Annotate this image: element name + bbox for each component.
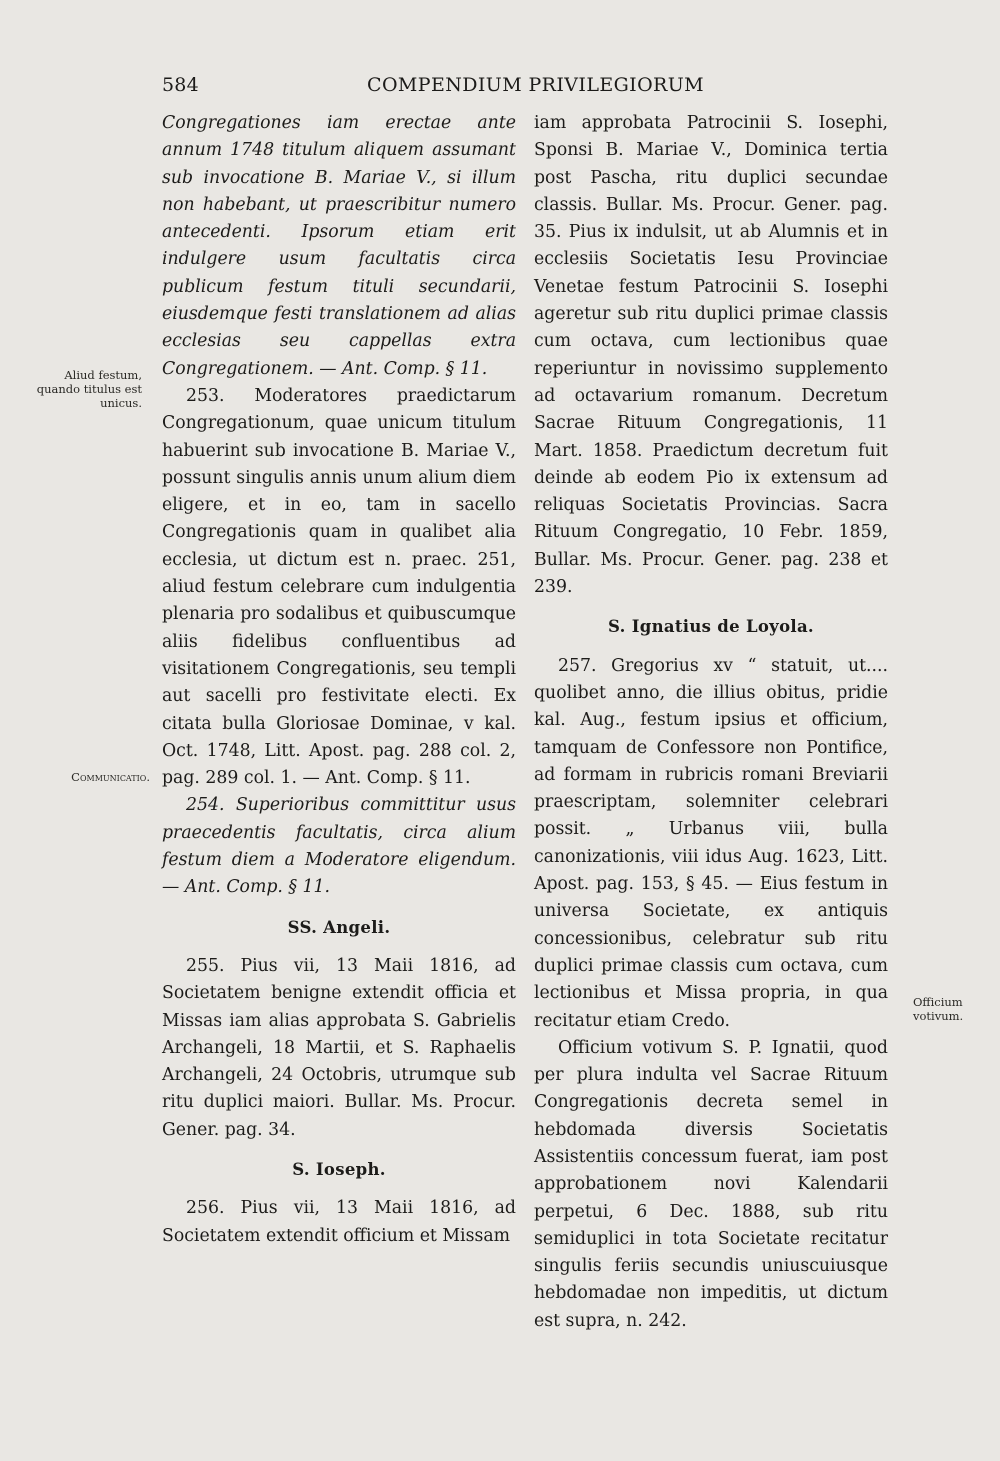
paragraph-officium-votivum: Officium votivum S. P. Ignatii, quod per plura indulta vel Sacrae Rituum Congregationis decreta semel in hebdomada diversis Societatis Assistentiis concessum fuerat, iam post approbationem novi Kalendarii perpetui, 6 Dec. 1888, sub ritu semiduplici in tota Societate recitatur singulis feriis secundis uniuscuiusque hebdomadae non impeditis, ut dictum est supra, n. 242. bbox=[534, 1037, 888, 1331]
section-heading-ioseph: S. Ioseph. bbox=[292, 1159, 386, 1179]
left-column bbox=[162, 110, 516, 1250]
paragraph-254: 254. Superioribus committitur usus praecedentis facultatis, circa alium festum diem a Moderatore eligendum. — Ant. Comp. § 11. bbox=[162, 795, 516, 898]
right-column bbox=[534, 110, 888, 1335]
section-heading-angeli: SS. Angeli. bbox=[287, 917, 391, 937]
paragraph-256-continued: iam approbata Patrocinii S. Iosephi, Sponsi B. Mariae V., Dominica tertia post Pascha, ritu duplici secundae classis. Bullar. Ms. Procur. Gener. pag. 35. Pius ix indulsit, ut ab Alumnis et in ecclesiis Societatis Iesu Provinciae Venetae festum Patrocinii S. Iosephi ageretur sub ritu duplici primae classis cum octava, cum lectionibus quae reperiuntur in novissimo supplemento ad octavarium romanum. Decretum Sacrae Rituum Congregationis, 11 Mart. 1858. Praedictum decretum fuit deinde ab eodem Pio ix extensum ad reliquas Societatis Provincias. Sacra Rituum Congregatio, 10 Febr. 1859, Bullar. Ms. Procur. Gener. pag. 238 et 239. bbox=[534, 113, 888, 598]
margin-note-officium-votivum: Officium votivum. bbox=[913, 995, 964, 1023]
margin-note-aliud-festum: Aliud festum, quando titulus est unicus. bbox=[36, 368, 142, 410]
paragraph-256: 256. Pius vii, 13 Maii 1816, ad Societatem extendit officium et Missam bbox=[162, 1198, 516, 1246]
section-heading-ignatius: S. Ignatius de Loyola. bbox=[608, 617, 814, 637]
page-header bbox=[162, 74, 888, 102]
page-number: 584 bbox=[162, 74, 199, 96]
paragraph-257: 257. Gregorius xv “ statuit, ut.... quolibet anno, die illius obitus, pridie kal. Aug., festum ipsius et officium, tamquam de Confessore non Pontifice, ad formam in rubricis romani Breviarii praescriptam, solemniter celebrari possit. „ Urbanus viii, bulla canonizationis, viii idus Aug. 1623, Litt. Apost. pag. 153, § 45. — Eius festum in universa Societate, ex antiquis concessionibus, celebratur sub ritu duplici primae classis cum octava, cum lectionibus et Missa propria, in qua recitatur etiam Credo. bbox=[534, 655, 888, 1031]
paragraph-253: 253. Moderatores praedictarum Congregationum, quae unicum titulum habuerint sub invocatione B. Mariae V., possunt singulis annis unum alium diem eligere, et in eo, tam in sacello Congregationis quam in qualibet alia ecclesia, ut dictum est n. praec. 251, aliud festum celebrare cum indulgentia plenaria pro sodalibus et quibuscumque aliis fidelibus confluentibus ad visitationem Congregationis, seu templi aut sacelli pro festivitate electi. Ex citata bulla Gloriosae Dominae, v kal. Oct. 1748, Litt. Apost. pag. 288 col. 2, pag. 289 col. 1. — Ant. Comp. § 11. bbox=[162, 385, 516, 789]
running-title: COMPENDIUM PRIVILEGIORUM bbox=[367, 74, 705, 96]
paragraph-congregationes: Congregationes iam erectae ante annum 1748 titulum aliquem assumant sub invocatione B. Mariae V., si illum non habebant, ut praescribitur numero antecedenti. Ipsorum etiam erit indulgere usum facultatis circa publicum festum tituli secundarii, eiusdemque festi translationem ad alias ecclesias seu cappellas extra Congregationem. — Ant. Comp. § 11. bbox=[162, 113, 516, 379]
paragraph-255: 255. Pius vii, 13 Maii 1816, ad Societatem benigne extendit officia et Missas iam alias approbata S. Gabrielis Archangeli, 18 Martii, et S. Raphaelis Archangeli, 24 Octobris, utrumque sub ritu duplici maiori. Bullar. Ms. Procur. Gener. pag. 34. bbox=[162, 955, 516, 1140]
margin-note-communicatio: Communicatio. bbox=[71, 770, 150, 784]
